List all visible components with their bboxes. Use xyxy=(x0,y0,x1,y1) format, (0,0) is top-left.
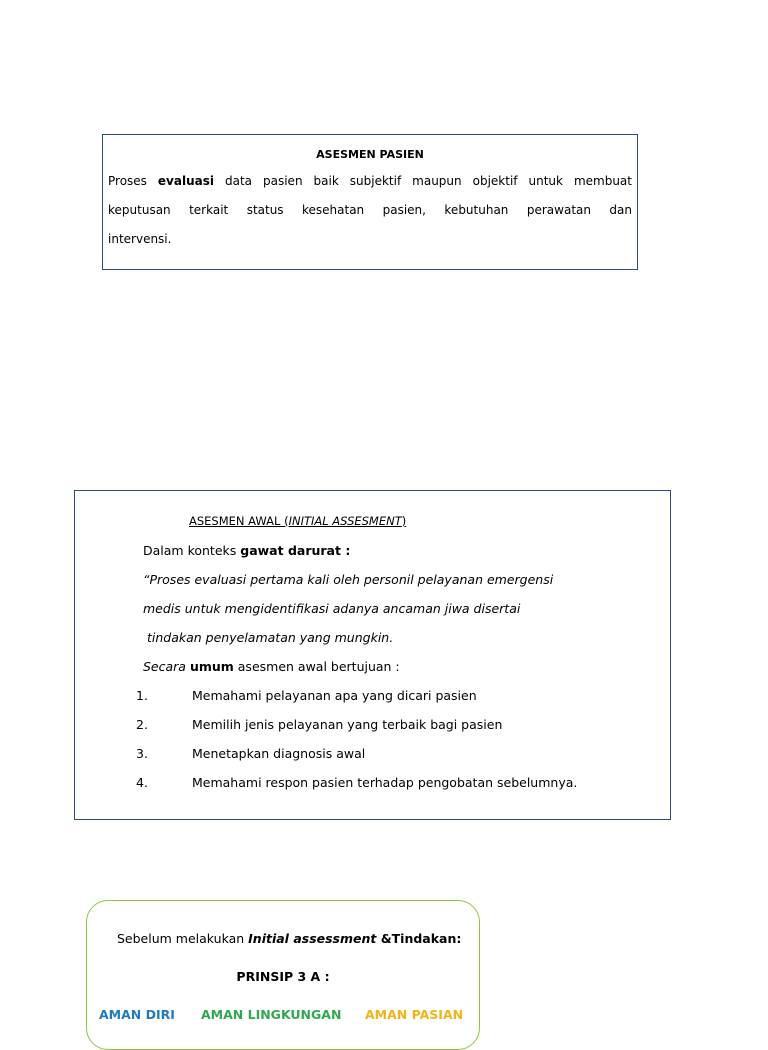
asesmen-awal-box xyxy=(74,490,671,820)
aman-diri-label: AMAN DIRI xyxy=(99,1007,175,1022)
context-line xyxy=(143,543,350,558)
list-number: 1. xyxy=(136,688,148,703)
bold-term-evaluasi: evaluasi xyxy=(157,174,214,188)
bold-term-gawat-darurat: gawat darurat : xyxy=(240,543,351,558)
text-segment: Sebelum melakukan xyxy=(117,931,249,946)
definition-line-2: keputusan terkait status kesehatan pasien, kebutuhan perawatan dan xyxy=(108,203,632,217)
aman-lingkungan-label: AMAN LINGKUNGAN xyxy=(201,1007,342,1022)
prinsip-3a-box xyxy=(86,900,480,1050)
asesmen-pasien-title: ASESMEN PASIEN xyxy=(316,148,424,161)
general-purpose-line xyxy=(143,659,400,674)
quote-line-3: tindakan penyelamatan yang mungkin. xyxy=(147,630,394,645)
bold-term-umum: umum xyxy=(189,659,234,674)
list-item: Memahami respon pasien terhadap pengobatan sebelumnya. xyxy=(192,775,578,790)
list-item: Menetapkan diagnosis awal xyxy=(192,746,366,761)
definition-line-1 xyxy=(108,167,632,196)
definition-line-3: intervensi. xyxy=(108,232,172,246)
quote-line-1: “Proses evaluasi pertama kali oleh personil pelayanan emergensi xyxy=(143,572,554,587)
italic-text: Secara xyxy=(143,659,190,674)
text-segment: Dalam konteks xyxy=(143,543,241,558)
principle-title: PRINSIP 3 A : xyxy=(236,969,330,984)
bold-text-tindakan: &Tindakan: xyxy=(376,931,462,946)
asesmen-pasien-box xyxy=(102,134,638,270)
list-number: 4. xyxy=(136,775,148,790)
list-number: 3. xyxy=(136,746,148,761)
text-segment: data pasien baik subjektif maupun objektif untuk membuat xyxy=(214,174,632,188)
aman-pasian-label: AMAN PASIAN xyxy=(365,1007,464,1022)
list-item: Memilih jenis pelayanan yang terbaik bagi pasien xyxy=(192,717,503,732)
text-segment: Proses xyxy=(108,174,158,188)
heading-text: ) xyxy=(401,514,407,528)
intro-line xyxy=(117,931,461,946)
list-item: Memahami pelayanan apa yang dicari pasien xyxy=(192,688,477,703)
heading-italic-text: INITIAL ASSESMENT xyxy=(288,514,402,528)
heading-text: ASESMEN AWAL ( xyxy=(189,514,289,528)
asesmen-awal-heading xyxy=(189,514,406,528)
text-segment: asesmen awal bertujuan : xyxy=(233,659,400,674)
list-number: 2. xyxy=(136,717,148,732)
quote-line-2: medis untuk mengidentifikasi adanya ancaman jiwa disertai xyxy=(143,601,521,616)
bold-italic-initial-assessment: Initial assessment xyxy=(248,931,377,946)
